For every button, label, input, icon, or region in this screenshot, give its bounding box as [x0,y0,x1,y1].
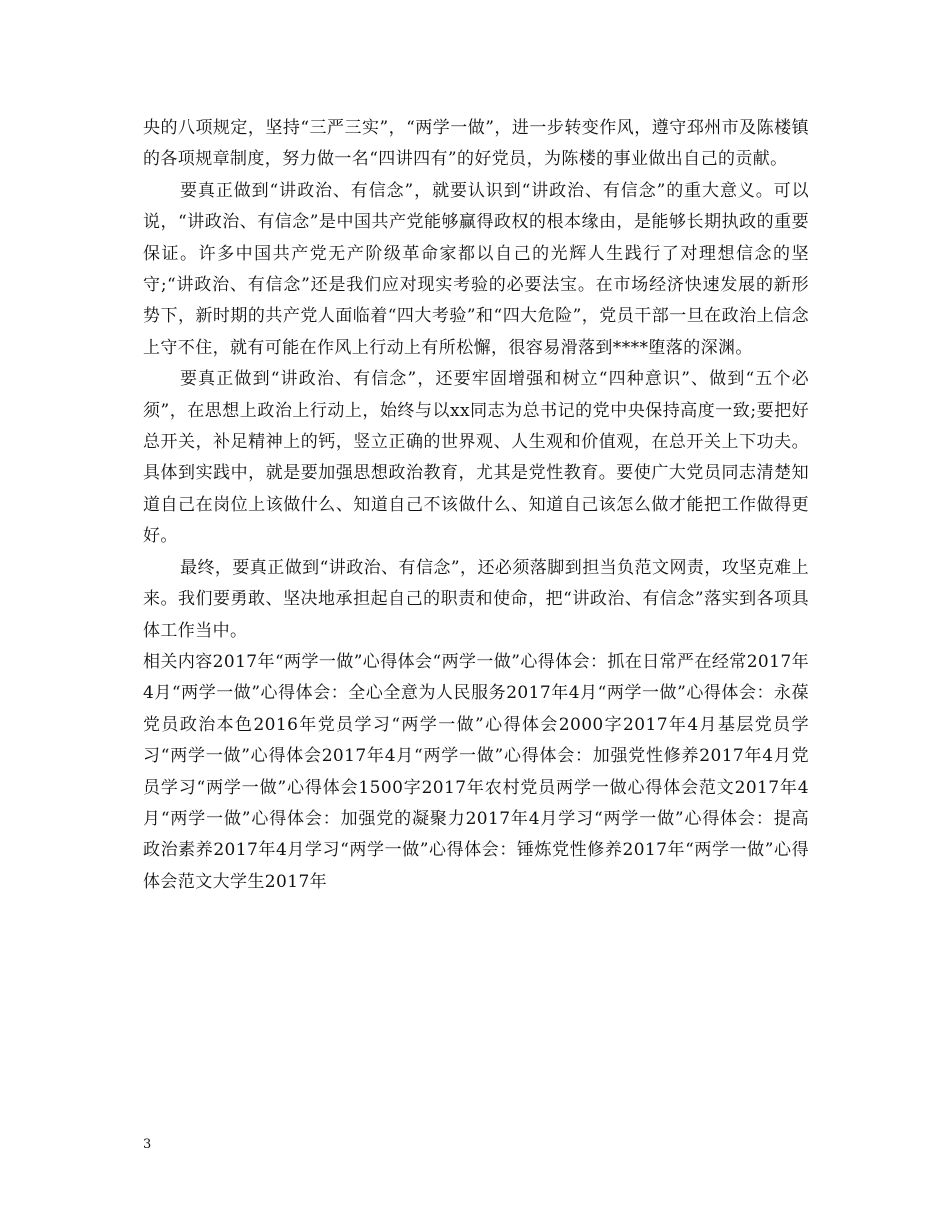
paragraph-significance: 要真正做到“讲政治、有信念”，就要认识到“讲政治、有信念”的重大意义。可以说，“讲政治、有信念”是中国共产党能够赢得政权的根本缘由，是能够长期执政的重要保证。许多中国共产党无产阶级革命家都以自己的光辉人生践行了对理想信念的坚守;“讲政治、有信念”还是我们应对现实考验的必要法宝。在市场经济快速发展的新形势下，新时期的共产党人面临着“四大考验”和“四大危险”，党员干部一旦在政治上信念上守不住，就有可能在作风上行动上有所松懈，很容易滑落到****堕落的深渊。 [143,180,809,358]
paragraph-related-content: 相关内容2017年“两学一做”心得体会“两学一做”心得体会：抓在日常严在经常2017年4月“两学一做”心得体会：全心全意为人民服务2017年4月“两学一做”心得体会：永葆党员政治本色2016年党员学习“两学一做”心得体会2000字2017年4月基层党员学习“两学一做”心得体会2017年4月“两学一做”心得体会：加强党性修养2017年4月党员学习“两学一做”心得体会1500字2017年农村党员两学一做心得体会范文2017年4月“两学一做”心得体会：加强党的凝聚力2017年4月学习“两学一做”心得体会：提高政治素养2017年4月学习“两学一做”心得体会：锤炼党性修养2017年“两学一做”心得体会范文大学生2017年 [143,651,809,892]
paragraph-responsibility: 最终，要真正做到“讲政治、有信念”，还必须落脚到担当负范文网责，攻坚克难上来。我们要勇敢、坚决地承担起自己的职责和使命，把“讲政治、有信念”落实到各项具体工作当中。 [143,557,809,641]
paragraph-continuation: 央的八项规定，坚持“三严三实”，“两学一做”，进一步转变作风，遵守邳州市及陈楼镇的各项规章制度，努力做一名“四讲四有”的好党员，为陈楼的事业做出自己的贡献。 [143,118,809,170]
paragraph-awareness: 要真正做到“讲政治、有信念”，还要牢固增强和树立“四种意识”、做到“五个必须”，在思想上政治上行动上，始终与以xx同志为总书记的党中央保持高度一致;要把好总开关，补足精神上的钙，竖立正确的世界观、人生观和价值观，在总开关上下功夫。具体到实践中，就是要加强思想政治教育，尤其是党性教育。要使广大党员同志清楚知道自己在岗位上该做什么、知道自己不该做什么、知道自己该怎么做才能把工作做得更好。 [143,369,809,547]
document-body [143,113,809,898]
page-number: 3 [143,1137,152,1152]
